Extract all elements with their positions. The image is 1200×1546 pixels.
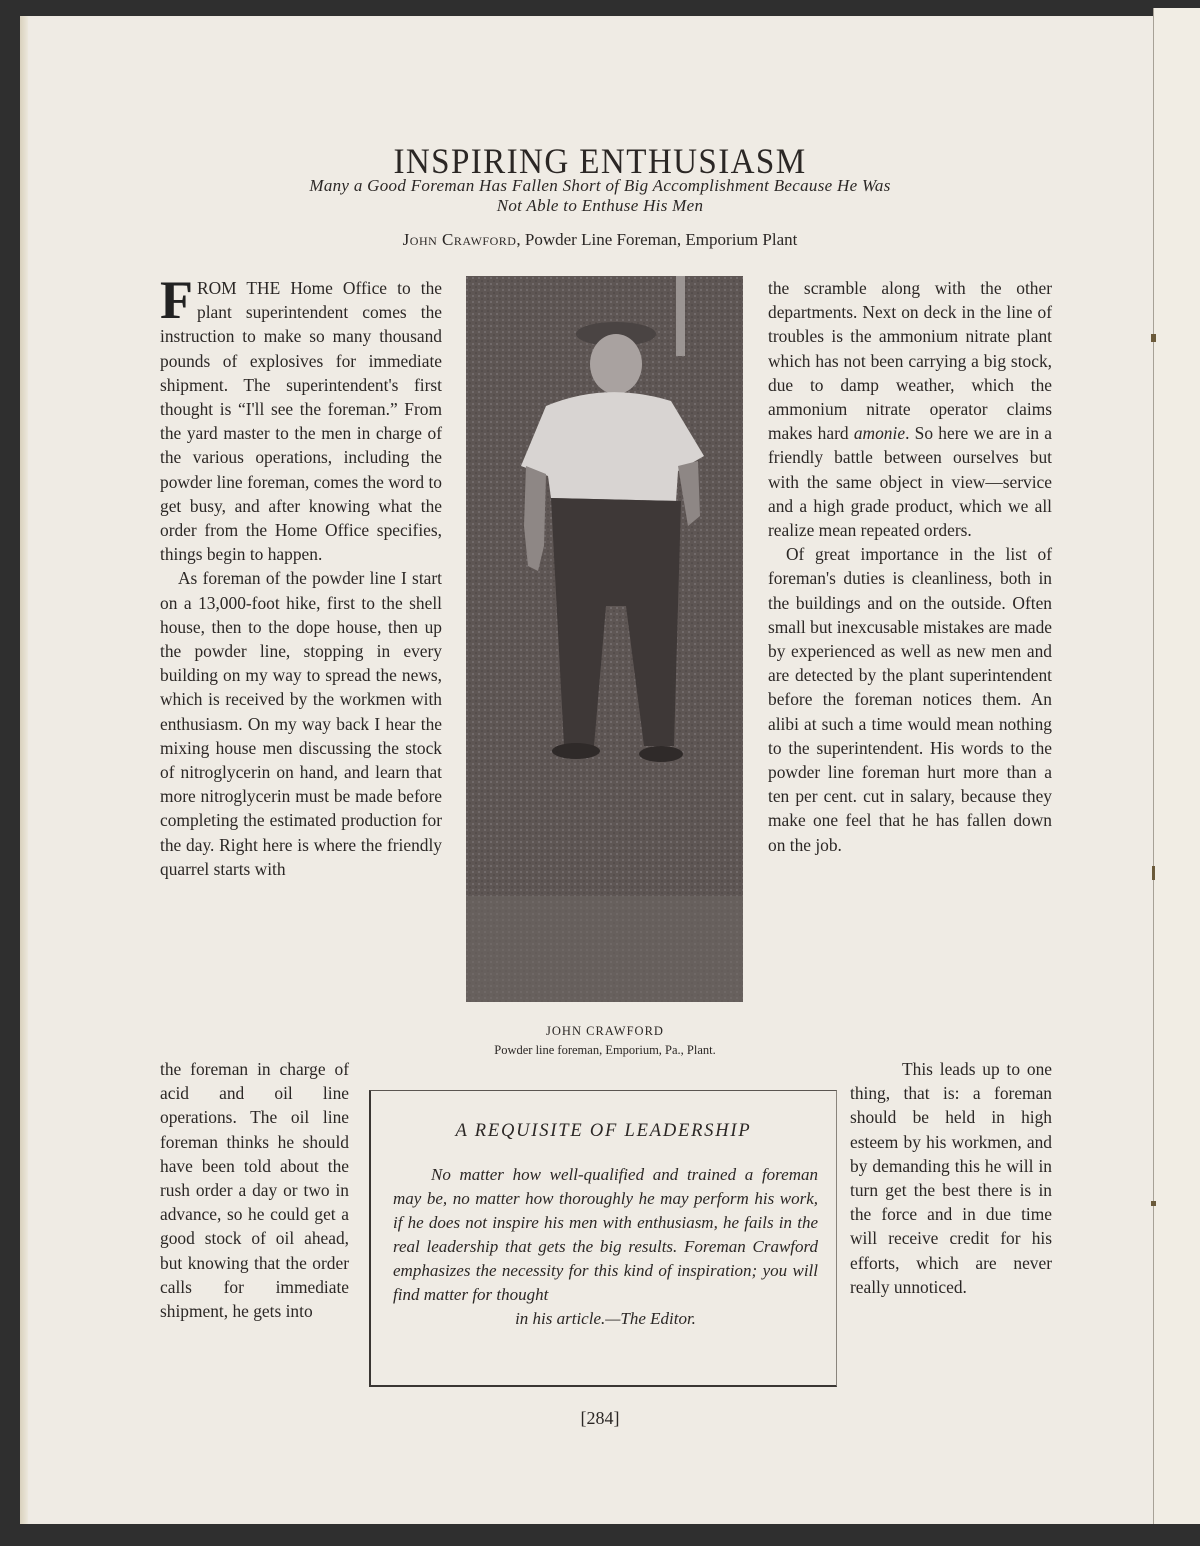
box-text: No matter how well-qualified and trained a foreman may be, no matter how thoroughly he may perform his work, if he does not inspire his men with enthusiasm, he fails in the real leadership that gets the big results. Foreman Crawford emphasizes the necessity for this kind of inspiration; you will find matter for thought in his article.—The Editor. [393,1163,818,1331]
article-title: INSPIRING ENTHUSIASM [393,141,807,182]
page-tab-mark [1151,1201,1156,1206]
right-shoe [639,746,683,762]
face [590,334,642,394]
caption-text: Powder line foreman, Emporium, Pa., Plant. [494,1043,716,1057]
portrait-photo [466,276,743,1002]
caption-name: JOHN CRAWFORD [546,1024,664,1038]
editor-note-box [369,1090,837,1387]
left-paragraph-1: FROM THE Home Office to the plant superintendent comes the instruction to make so many thousand pounds of explosives for immediate shipment. The superintendent's first thought is “I'll see the foreman.” From the yard master to the men in charge of the various operations, including the powder line foreman, comes the word to get busy, and after knowing what the order from the Home Office specifies, things begin to happen. [160,270,442,565]
page-tab-mark [1151,334,1156,342]
byline [200,230,1000,250]
article-subtitle [200,176,1000,216]
box-signature: in his article.—The Editor. [515,1309,696,1328]
box-title: A REQUISITE OF LEADERSHIP [455,1121,752,1141]
left-paragraph-2-continued: the foreman in charge of acid and oil line operations. The oil line foreman thinks he should have been told about the rush order a day or two in advance, so he could get a good stock of oil ahead, but knowing that the order calls for immediate shipment, he gets into [160,1059,349,1322]
lead-in-words: ROM THE [197,278,281,298]
author-name: John Crawford [402,230,517,249]
right-paragraph-3: This leads up to one thing, that is: a foreman should be held in high esteem by his workmen, and by demanding this he will in turn get the best there is in the force and in due time will receive credit for his efforts, which are never really unnoticed. [850,1059,1052,1297]
right-paragraph-1: the scramble along with the other departments. Next on deck in the line of troubles is the ammonium nitrate plant which has not been carrying a big stock, due to damp weather, which the ammonium nitrate operator claims makes hard amonie. So here we are in a friendly battle between ourselves but with the same object in view—service and a high grade product, which we all realize mean repeated orders. [768,278,1053,541]
right-column [768,276,1052,857]
left-column [160,270,442,881]
left-shoe [552,743,600,759]
subtitle-line-2: Not Able to Enthuse His Men [496,196,704,215]
left-paragraph-2: As foreman of the powder line I start on a 13,000-foot hike, first to the shell house, then to the dope house, then up the powder line, stopping in every building on my way to spread the news, which is received by the workmen with enthusiasm. On my way back I hear the mixing house men discussing the stock of nitroglycerin on hand, and learn that more nitroglycerin must be made before completing the estimated production for the day. Right here is where the friendly quarrel starts with [160,568,442,879]
tree-trunk [676,276,685,356]
next-page-edge [1153,8,1200,1524]
photo-caption [450,1022,760,1060]
italic-word: amonie [853,423,906,444]
photo-illustration [466,276,743,1002]
right-column-continued [850,1057,1052,1299]
page-number: [284] [580,1408,620,1428]
right-paragraph-2: Of great importance in the list of foreman's duties is cleanliness, both in the buildings and on the outside. Often small but inexcusable mistakes are made by experienced as well as new men and are detected by the plant superintendent before the foreman notices them. An alibi at such a time would mean nothing to the superintendent. His words to the powder line foreman hurt more than a ten per cent. cut in salary, because they make one feel that he has fallen down on the job. [768,544,1052,855]
subtitle-line-1: Many a Good Foreman Has Fallen Short of Big Accomplishment Because He Was [309,176,891,195]
page-tab-mark [1152,866,1155,880]
author-role: , Powder Line Foreman, Emporium Plant [516,230,798,249]
drop-cap: F [160,270,193,330]
left-column-continued [160,1057,349,1323]
